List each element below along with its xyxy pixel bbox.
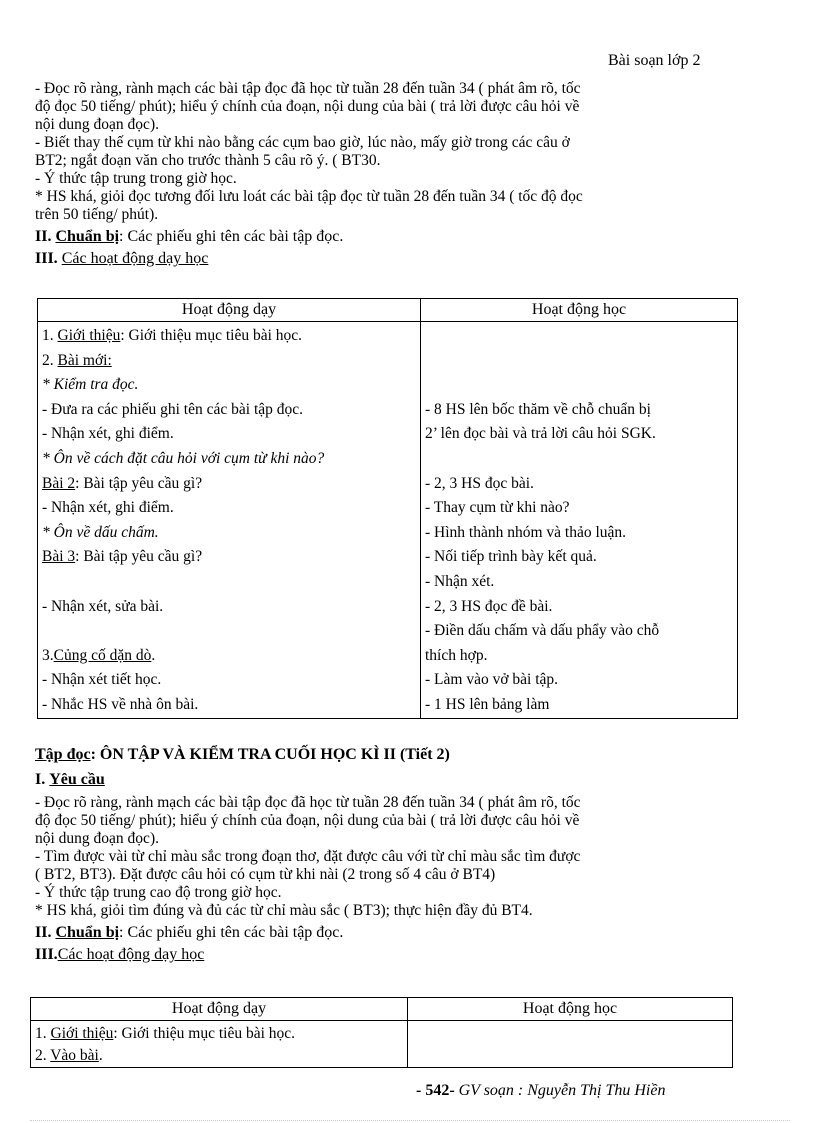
student-line: - Điền dấu chấm và dấu phẩy vào chỗ [425, 622, 660, 640]
activities-label: Các hoạt động dạy học [57, 946, 205, 963]
req-label: Yêu cầu [49, 771, 105, 788]
prep-line [35, 228, 735, 246]
student-activities-cell [421, 322, 738, 719]
objective-line: ( BT2, BT3). Đặt được câu hỏi có cụm từ khi nài (2 trong số 4 câu ở BT4) [35, 866, 496, 883]
objective-line: * HS khá, giỏi tìm đúng và đủ các từ chỉ màu sắc ( BT3); thực hiện đầy đủ BT4. [35, 902, 533, 919]
activities-heading [35, 946, 735, 964]
student-line: - Hình thành nhóm và thảo luận. [425, 523, 627, 541]
objective-line: nội dung đoạn đọc). [35, 830, 159, 847]
student-line: thích hợp. [425, 646, 488, 664]
student-line: - Làm vào vở bài tập. [425, 671, 559, 689]
activities-label: Các hoạt động dạy học [61, 250, 209, 267]
objective-line: độ đọc 50 tiếng/ phút); hiểu ý chính của đoạn, nội dung của bài ( trả lời được câu hỏi về [35, 812, 580, 829]
col-teacher-header: Hoạt động dạy [38, 299, 421, 322]
objective-line: * HS khá, giỏi đọc tương đối lưu loát các bài tập đọc từ tuần 28 đến tuần 34 ( tốc độ đọc [35, 188, 583, 205]
subject-label: Tập đọc [35, 746, 91, 763]
teacher-line: - Nhận xét, ghi điểm. [42, 499, 174, 517]
prep-text: : Các phiếu ghi tên các bài tập đọc. [119, 924, 344, 941]
student-line: - Nối tiếp trình bày kết quả. [425, 548, 597, 566]
author-credit: GV soạn : Nguyễn Thị Thu Hiền [454, 1082, 666, 1099]
teacher-line: Bài 3: Bài tập yêu cầu gì? [42, 548, 203, 566]
objective-line: - Ý thức tập trung trong giờ học. [35, 170, 237, 187]
teacher-line: 3.Củng cố dặn dò. [42, 646, 156, 664]
teacher-line: 2. Bài mới: [42, 351, 112, 369]
prep-heading: Chuẩn bị [55, 924, 120, 941]
teacher-line: * Ôn về dấu chấm. [42, 523, 159, 541]
teacher-activities-cell [38, 322, 421, 719]
teacher-line [42, 570, 416, 595]
prep-number: II. [35, 228, 52, 245]
student-line: - 1 HS lên bảng làm [425, 695, 550, 713]
student-line: 2’ lên đọc bài và trả lời câu hỏi SGK. [425, 425, 656, 443]
objective-line: - Tìm được vài từ chỉ màu sắc trong đoạn thơ, đặt được câu với từ chỉ màu sắc tìm được [35, 848, 581, 865]
activities-table-2 [30, 997, 733, 1068]
activities-number: III. [35, 250, 58, 267]
student-line: - Thay cụm từ khi nào? [425, 499, 570, 517]
objective-line: BT2; ngắt đoạn văn cho trước thành 5 câu rõ ý. ( BT30. [35, 152, 381, 169]
teacher-line: - Nhận xét, sửa bài. [42, 597, 164, 615]
student-line: - 2, 3 HS đọc đề bài. [425, 597, 553, 615]
student-line [425, 349, 733, 374]
teacher-line: * Ôn về cách đặt câu hỏi với cụm từ khi nào? [42, 449, 325, 467]
objective-line: độ đọc 50 tiếng/ phút); hiểu ý chính của đoạn, nội dung của bài ( trả lời được câu hỏi về [35, 98, 580, 115]
page-number: - 542- [416, 1082, 455, 1099]
prep-line [35, 924, 735, 942]
objective-line: - Ý thức tập trung cao độ trong giờ học. [35, 884, 282, 901]
prep-heading: Chuẩn bị [55, 228, 120, 245]
lesson-title: : ÔN TẬP VÀ KIỂM TRA CUỐI HỌC KÌ II (Tiết 2) [90, 746, 450, 763]
student-line: - Nhận xét. [425, 572, 495, 590]
teacher-line: 1. Giới thiệu: Giới thiệu mục tiêu bài học. [35, 1025, 296, 1042]
col-teacher-header: Hoạt động dạy [31, 998, 408, 1021]
page-footer [416, 1082, 665, 1100]
teacher-line: - Đưa ra các phiếu ghi tên các bài tập đọc. [42, 400, 304, 418]
objective-line: trên 50 tiếng/ phút). [35, 206, 159, 223]
req-number: I. [35, 771, 46, 788]
col-student-header: Hoạt động học [421, 299, 738, 322]
student-line: - 2, 3 HS đọc bài. [425, 474, 534, 492]
teacher-line [42, 619, 416, 644]
student-line [425, 324, 733, 349]
student-line: - 8 HS lên bốc thăm về chỗ chuẩn bị [425, 400, 651, 418]
prep-number: II. [35, 924, 52, 941]
objective-line: - Đọc rõ ràng, rành mạch các bài tập đọc đã học từ tuần 28 đến tuần 34 ( phát âm rõ, tốc [35, 794, 581, 811]
objective-line: - Đọc rõ ràng, rành mạch các bài tập đọc đã học từ tuần 28 đến tuần 34 ( phát âm rõ, tốc [35, 80, 581, 97]
activities-table-1 [37, 298, 738, 719]
col-student-header: Hoạt động học [408, 998, 733, 1021]
teacher-line: - Nhắc HS về nhà ôn bài. [42, 695, 199, 713]
requirements-heading [35, 771, 735, 789]
teacher-line: - Nhận xét, ghi điểm. [42, 425, 174, 443]
teacher-activities-cell [31, 1021, 408, 1068]
student-line [425, 373, 733, 398]
lesson2-requirements [35, 771, 735, 964]
objective-line: nội dung đoạn đọc). [35, 116, 159, 133]
objective-line: - Biết thay thế cụm từ khi nào bằng các cụm bao giờ, lúc nào, mấy giờ trong các câu ở [35, 134, 570, 151]
activities-heading [35, 250, 735, 268]
teacher-line: 1. Giới thiệu: Giới thiệu mục tiêu bài học. [42, 327, 303, 344]
page-header: Bài soạn lớp 2 [608, 52, 701, 69]
teacher-line: 2. Vào bài. [35, 1047, 103, 1064]
student-line [425, 447, 733, 472]
prep-text: : Các phiếu ghi tên các bài tập đọc. [119, 228, 344, 245]
student-activities-cell [408, 1021, 733, 1068]
lesson1-objectives [35, 80, 735, 268]
bottom-divider [30, 1120, 790, 1121]
teacher-line: - Nhận xét tiết học. [42, 671, 162, 689]
activities-number: III. [35, 946, 58, 963]
lesson2-title [35, 746, 735, 764]
teacher-line: Bài 2: Bài tập yêu cầu gì? [42, 474, 203, 492]
teacher-line: * Kiểm tra đọc. [42, 376, 139, 394]
